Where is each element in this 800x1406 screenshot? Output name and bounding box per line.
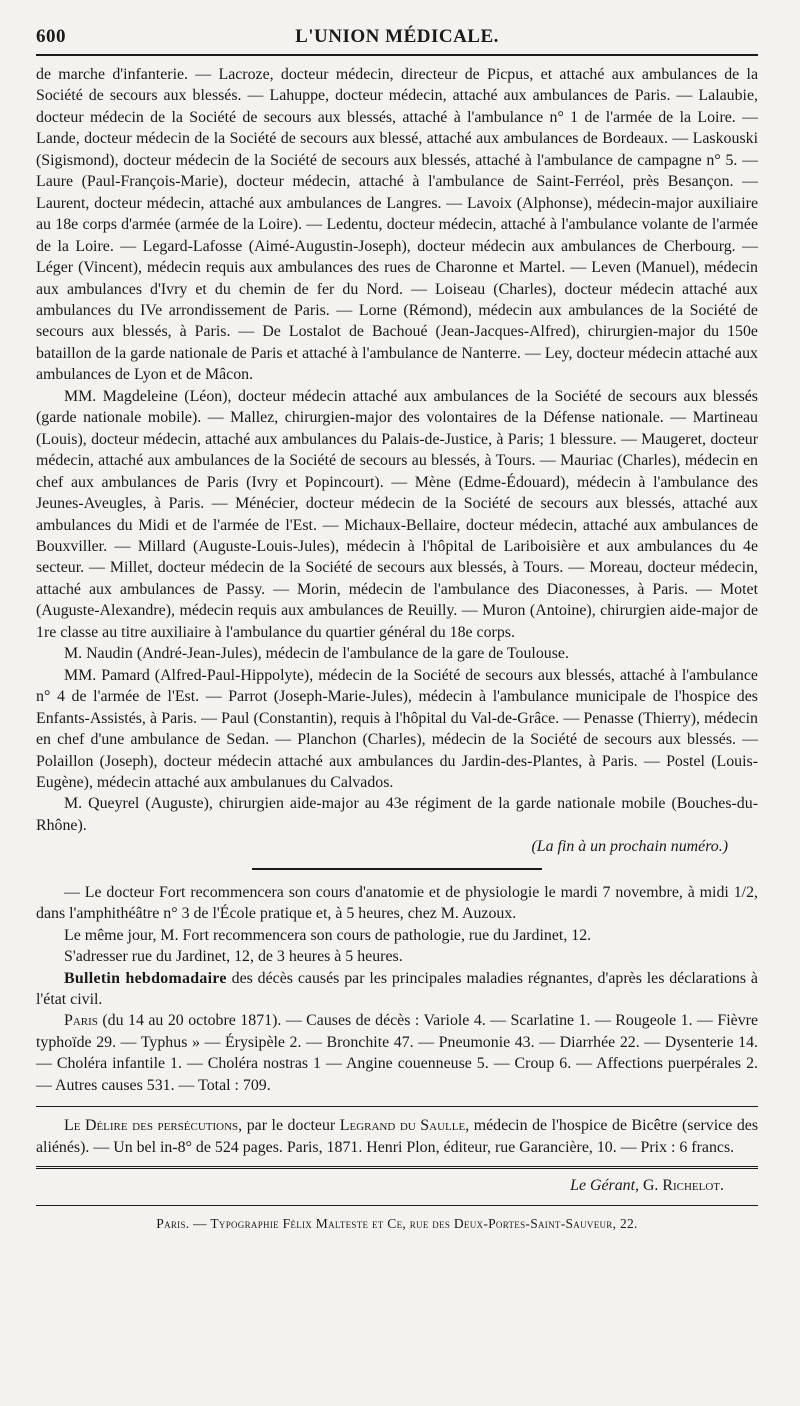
page-number: 600 xyxy=(36,26,66,47)
section-divider xyxy=(252,868,542,870)
paragraph-m-names: MM. Magdeleine (Léon), docteur médecin attaché aux ambulances de la Société de secours aux blessés (garde nationale mobile). — Mallez, chirurgien-major des volontaires de la Défense nationale. — Martineau (Louis), docteur médecin, attaché aux ambulances du Palais-de-Justice, à Paris; 1 blessure. — Maugeret, docteur médecin, attaché aux ambulances de la Société de secours au blessés, à Tours. — Mauriac (Charles), médecin en chef aux ambulances de Paris (Ivry et Popincourt). — Mène (Edme-Édouard), médecin à l'ambulance des Jeunes-Aveugles, à Paris. — Ménécier, docteur médecin de la Société de secours aux blessés, attaché aux ambulances du Midi et de l'armée de l'Est. — Michaux-Bellaire, docteur médecin, attaché aux ambulances de Bouxviller. — Millard (Auguste-Louis-Jules), médecin à l'hôpital de Lariboisière et aux ambulances du 4e secteur. — Millet, docteur médecin de la Société de secours aux blessés, à Tours. — Moreau, docteur médecin, attaché aux ambulances de Passy. — Morin, médecin de l'ambulance des Diaconesses, à Paris. — Motet (Auguste-Alexandre), médecin requis aux ambulances de Reuilly. — Muron (Antoine), chirurgien aide-major de 1re classe au titre auxiliaire à l'ambulance du quartier général du 18e corps. xyxy=(36,387,758,641)
bulletin-heading: Bulletin hebdomadaire xyxy=(64,969,227,987)
book-author: Legrand du Saulle xyxy=(339,1117,466,1135)
bulletin-stats-text: (du 14 au 20 octobre 1871). — Causes de décès : Variole 4. — Scarlatine 1. — Rougeole 1. — Fièvre typhoïde 29. — Typhus » — Érysipèle 2. — Bronchite 47. — Pneumonie 43. — Diarrhée 22. — Dysenterie 14. — Choléra infantile 1. — Choléra nostras 1 — Angine couenneuse 5. — Croup 6. — Affections puerpérales 2. — Autres causes 531. — Total : 709. xyxy=(36,1012,758,1094)
page-header xyxy=(36,26,758,56)
continuation-note: (La fin à un prochain numéro.) xyxy=(531,838,728,856)
paragraph-p-names: MM. Pamard (Alfred-Paul-Hippolyte), médecin de la Société de secours aux blessés, attaché à l'ambulance n° 4 de l'armée de l'Est. — Parrot (Joseph-Marie-Jules), médecin à l'ambulance municipale de l'hospice des Enfants-Assistés, à Paris. — Paul (Constantin), requis à l'hôpital du Val-de-Grâce. — Penasse (Thierry), médecin en chef d'une ambulance de Sedan. — Planchon (Charles), médecin de la Société de secours aux blessés. — Polaillon (Joseph), docteur médecin attaché aux ambulances du Jardin-des-Plantes, à Paris. — Postel (Louis-Eugène), médecin attaché aux ambulanues du Calvados. xyxy=(36,666,758,791)
bulletin-city: Paris xyxy=(64,1012,98,1030)
course-notice-line-1: — Le docteur Fort recommencera son cours d'anatomie et de physiologie le mardi 7 novembre, à midi 1/2, dans l'amphithéâtre n° 3 de l'École pratique et, à 5 heures, chez M. Auzoux. xyxy=(36,883,758,923)
book-author-prefix: , par le docteur xyxy=(238,1117,340,1135)
paragraph-l-names: de marche d'infanterie. — Lacroze, docteur médecin, directeur de Picpus, et attaché aux ambulances de la Société de secours aux blessés. — Lahuppe, docteur médecin, attaché aux ambulances de Paris. — Lalaubie, docteur médecin de la Société de secours aux blessés, attaché à l'ambulance n° 1 de l'armée de la Loire. — Lande, docteur médecin de la Société de secours aux blessé, attaché aux ambulances de Bordeaux. — Laskouski (Sigismond), docteur médecin de la Société de secours aux blessés, attaché à l'ambulance de campagne n° 5. — Laure (Paul-François-Marie), docteur médecin, attaché à l'ambulance de Saint-Ferréol, près Besançon. — Laurent, docteur médecin, attaché aux ambulances de Langres. — Lavoix (Alphonse), médecin-major auxiliaire au 18e corps d'armée (armée de la Loire). — Ledentu, docteur médecin, attaché à l'ambulance volante de l'armée de la Loire. — Legard-Lafosse (Aimé-Augustin-Joseph), docteur médecin aux ambulances de Cherbourg. — Léger (Vincent), médecin requis aux ambulances des rues de Charonne et Martel. — Leven (Manuel), médecin aux ambulances d'Ivry et du chemin de fer du Nord. — Loiseau (Charles), docteur médecin attaché aux ambulances du IVe arrondissement de Paris. — Lorne (Rémond), médecin aux ambulances de la Société de secours aux blessés, à Paris. — De Lostalot de Bachoué (Jean-Jacques-Alfred), chirurgien-major du 150e bataillon de la garde nationale de Paris et attaché à l'ambulance de Nanterre. — Ley, docteur médecin attaché aux ambulances de Lyon et de Mâcon. xyxy=(36,66,758,384)
paragraph-queyrel: M. Queyrel (Auguste), chirurgien aide-major au 43e régiment de la garde nationale mobile (Bouches-du-Rhône). xyxy=(36,795,758,834)
signature xyxy=(36,1177,758,1195)
article-body xyxy=(36,64,758,1158)
signature-label: Le Gérant, xyxy=(570,1177,639,1195)
course-notice-line-2: Le même jour, M. Fort recommencera son cours de pathologie, rue du Jardinet, 12. xyxy=(64,926,592,944)
paragraph-naudin: M. Naudin (André-Jean-Jules), médecin de l'ambulance de la gare de Toulouse. xyxy=(64,645,569,663)
course-notice-line-3: S'adresser rue du Jardinet, 12, de 3 heures à 5 heures. xyxy=(64,948,403,966)
signature-name: G. Richelot. xyxy=(638,1177,724,1195)
bulletin-stats xyxy=(36,1010,758,1096)
imprint-divider xyxy=(36,1205,758,1206)
book-notice-text: , médecin de l'hospice de Bicêtre (service des aliénés). — Un bel in-8° de 524 pages. Paris, 1871. Henri Plon, éditeur, rue Garancière, 10. — Prix : 6 francs. xyxy=(36,1117,758,1156)
bulletin-intro xyxy=(36,968,758,1011)
printer-imprint: Paris. — Typographie Félix Malteste et Ce, rue des Deux-Portes-Saint-Sauveur, 22. xyxy=(156,1216,638,1232)
footer-divider xyxy=(36,1166,758,1171)
bulletin-intro-text: des décès causés par les principales maladies régnantes, d'après les déclarations à l'état civil. xyxy=(36,969,758,1009)
section-divider-long xyxy=(36,1106,758,1107)
book-notice xyxy=(36,1115,758,1158)
book-title: Le Délire des persécutions xyxy=(64,1117,239,1135)
journal-title: L'UNION MÉDICALE. xyxy=(295,26,499,47)
